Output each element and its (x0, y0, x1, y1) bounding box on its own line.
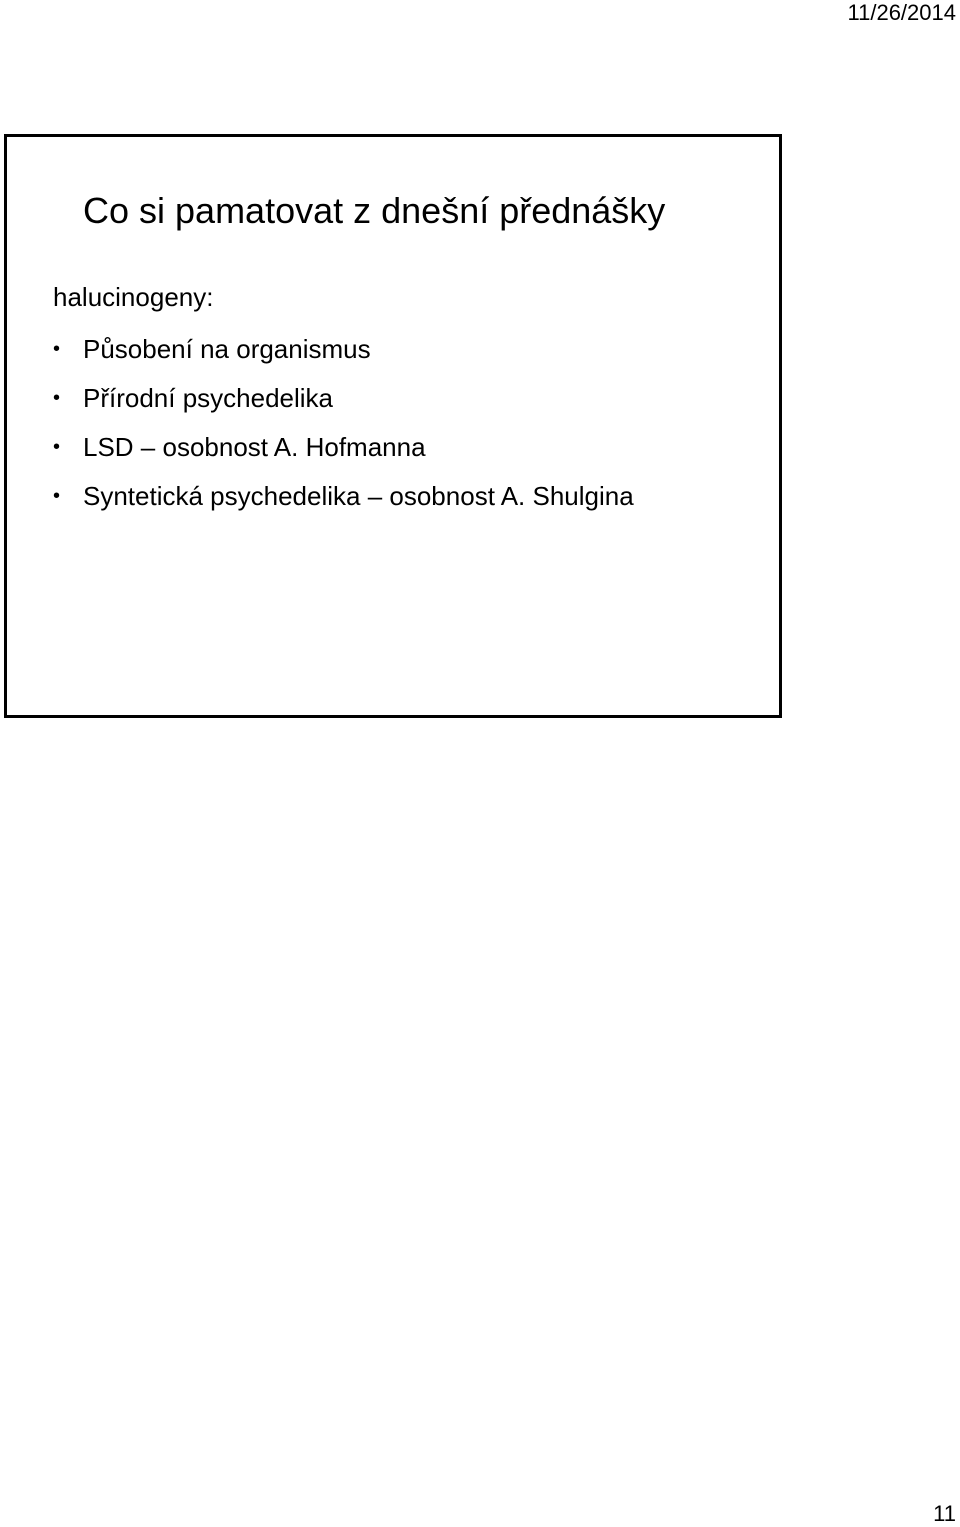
slide-frame (4, 134, 782, 718)
page-number: 11 (933, 1501, 956, 1526)
bullet-text: Působení na organismus (83, 334, 371, 364)
bullet-dot-icon: • (53, 485, 61, 507)
slide-subtitle: halucinogeny: (53, 282, 214, 312)
bullet-item (7, 427, 647, 468)
bullet-text: LSD – osobnost A. Hofmanna (83, 432, 426, 462)
bullet-item (7, 329, 647, 370)
bullet-list (7, 329, 647, 525)
slide-title: Co si pamatovat z dnešní přednášky (83, 190, 666, 231)
bullet-dot-icon: • (53, 387, 61, 409)
slide-date: 11/26/2014 (847, 0, 956, 25)
bullet-text: Přírodní psychedelika (83, 383, 334, 413)
bullet-item (7, 378, 647, 419)
bullet-text: Syntetická psychedelika – osobnost A. Shulgina (83, 481, 634, 511)
bullet-item (7, 476, 647, 517)
bullet-dot-icon: • (53, 338, 61, 360)
bullet-dot-icon: • (53, 436, 61, 458)
